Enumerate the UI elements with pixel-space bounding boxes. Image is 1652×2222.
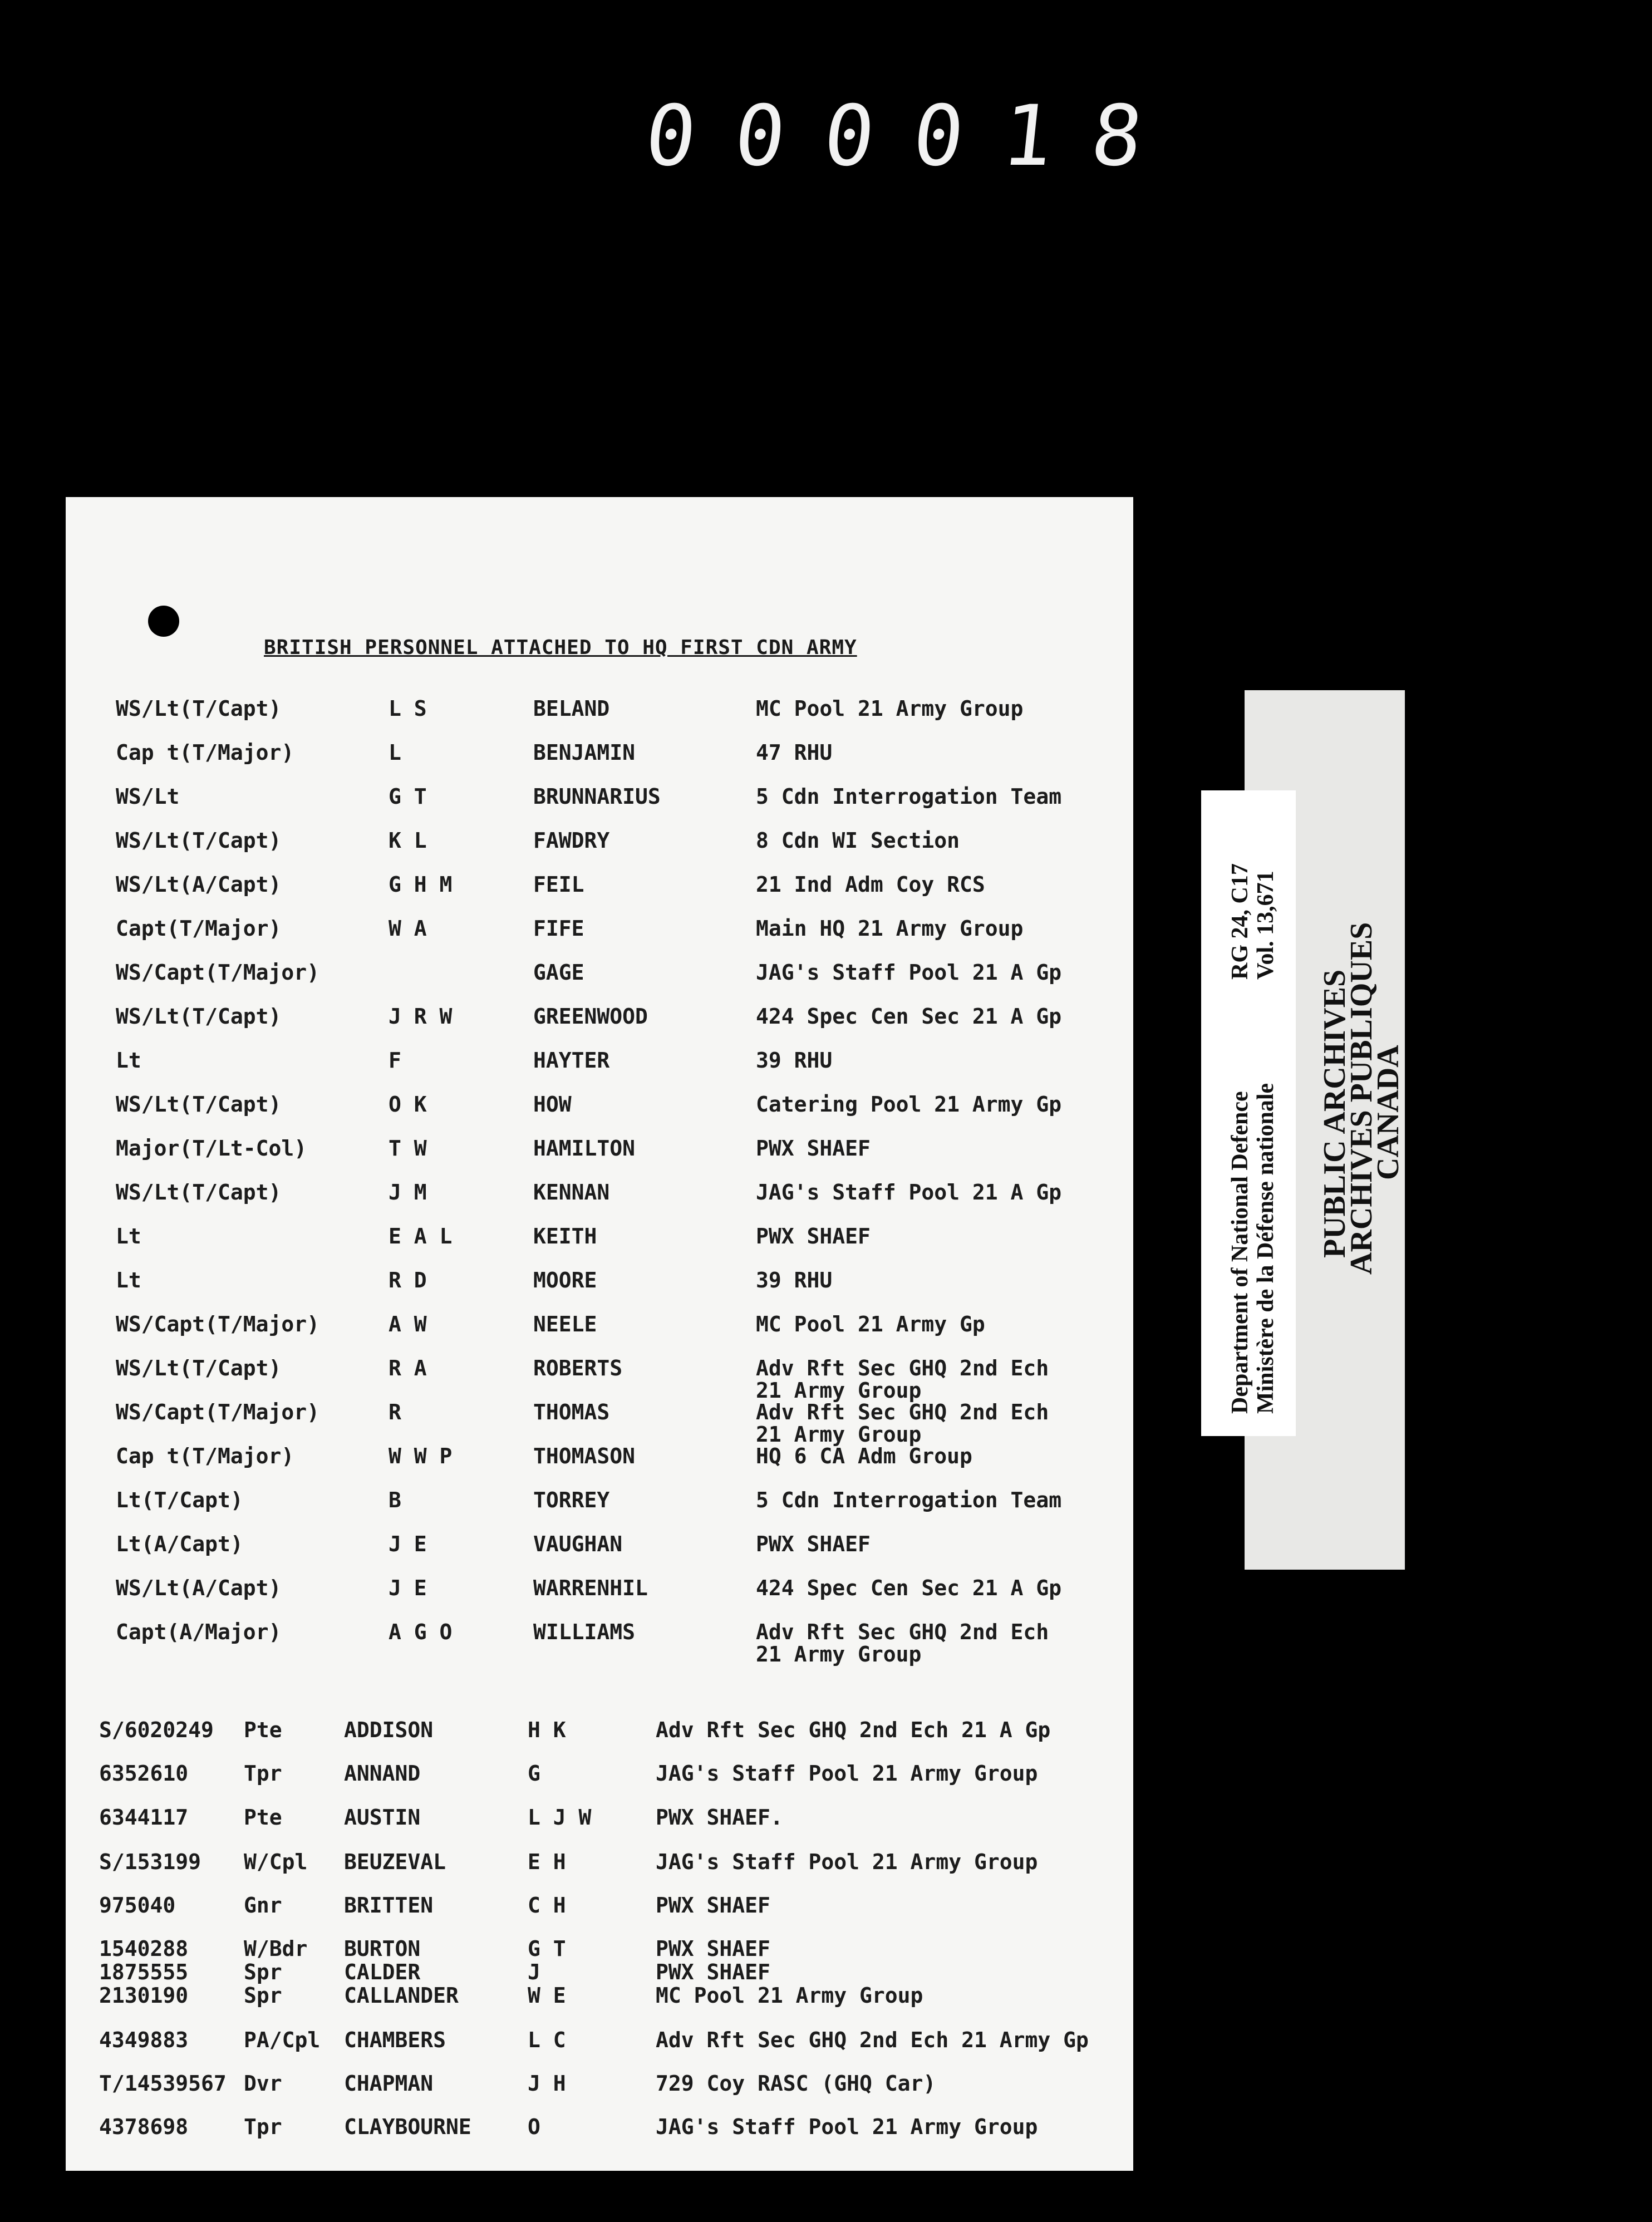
officer-unit: PWX SHAEF [756, 1224, 871, 1248]
officer-unit: JAG's Staff Pool 21 A Gp [756, 960, 1062, 985]
officer-initials: L S [389, 696, 427, 721]
officer-initials: K L [389, 828, 427, 853]
officer-unit: MC Pool 21 Army Group [756, 696, 1024, 721]
officer-row [66, 1005, 1133, 1050]
other-rank-unit: MC Pool 21 Army Group [656, 1983, 923, 2008]
other-rank-rank: Pte [244, 1805, 282, 1830]
officer-row [66, 1137, 1133, 1182]
punch-hole [148, 606, 179, 637]
officer-row [66, 1181, 1133, 1226]
other-rank-name: CLAYBOURNE [344, 2115, 471, 2139]
archives-line-2: ARCHIVES PUBLIQUES [1344, 922, 1379, 1275]
officer-rank: Cap t(T/Major) [116, 740, 294, 765]
officer-unit: PWX SHAEF [756, 1532, 871, 1556]
officer-unit: 424 Spec Cen Sec 21 A Gp [756, 1004, 1062, 1029]
other-rank-unit: JAG's Staff Pool 21 Army Group [656, 2115, 1038, 2139]
officer-unit: 21 Ind Adm Coy RCS [756, 872, 985, 897]
other-rank-name: CALLANDER [344, 1983, 459, 2008]
other-rank-name: BURTON [344, 1936, 421, 1961]
officer-initials: B [389, 1488, 401, 1512]
officer-name: ROBERTS [533, 1356, 623, 1380]
officer-row [66, 1049, 1133, 1094]
officer-unit: Adv Rft Sec GHQ 2nd Ech 21 Army Group [756, 1400, 1049, 1447]
officer-initials: R A [389, 1356, 427, 1380]
officer-initials: J M [389, 1180, 427, 1205]
other-rank-initials: G [528, 1761, 540, 1786]
officer-unit: Adv Rft Sec GHQ 2nd Ech 21 Army Group [756, 1356, 1049, 1403]
officer-rank: WS/Lt(T/Capt) [116, 1180, 282, 1205]
officer-initials: A G O [389, 1620, 453, 1644]
officer-name: WILLIAMS [533, 1620, 636, 1644]
officer-row [66, 1577, 1133, 1621]
other-rank-rank: Spr [244, 1983, 282, 2008]
officer-initials: J R W [389, 1004, 453, 1029]
officer-unit: Adv Rft Sec GHQ 2nd Ech 21 Army Group [756, 1620, 1049, 1666]
officer-name: HOW [533, 1092, 572, 1117]
other-rank-rank: W/Cpl [244, 1850, 308, 1874]
volume-number: Vol. 13,671 [1253, 871, 1279, 980]
officer-name: KENNAN [533, 1180, 610, 1205]
other-rank-initials: L C [528, 2028, 566, 2052]
officer-rank: Cap t(T/Major) [116, 1444, 294, 1468]
service-number: 1875555 [99, 1960, 189, 1984]
officer-name: FAWDRY [533, 828, 610, 853]
officer-row [66, 1225, 1133, 1270]
officer-rank: WS/Lt(T/Capt) [116, 1356, 282, 1380]
other-rank-rank: Tpr [244, 1761, 282, 1786]
frame-number: 000018 [640, 88, 1187, 185]
officer-rank: WS/Lt(T/Capt) [116, 1004, 282, 1029]
officer-row [66, 1489, 1133, 1533]
department-fr: Ministère de la Défense nationale [1253, 1083, 1279, 1414]
officer-name: NEELE [533, 1312, 597, 1336]
service-number: 6352610 [99, 1761, 189, 1786]
service-number: S/153199 [99, 1850, 201, 1874]
officer-row [66, 1093, 1133, 1138]
other-rank-row [66, 1851, 1133, 1895]
officer-unit: 47 RHU [756, 740, 833, 765]
document-page [66, 497, 1133, 2171]
other-rank-rank: PA/Cpl [244, 2028, 321, 2052]
other-rank-name: BRITTEN [344, 1893, 434, 1918]
officer-initials: R [389, 1400, 401, 1424]
officer-rank: WS/Capt(T/Major) [116, 1400, 320, 1424]
service-number: 1540288 [99, 1936, 189, 1961]
other-rank-unit: 729 Coy RASC (GHQ Car) [656, 2071, 936, 2096]
officer-name: BRUNNARIUS [533, 784, 661, 809]
officer-unit: 39 RHU [756, 1048, 833, 1073]
officer-rank: WS/Capt(T/Major) [116, 960, 320, 985]
other-rank-initials: O [528, 2115, 540, 2139]
officer-rank: Major(T/Lt-Col) [116, 1136, 307, 1161]
archives-line-3: CANADA [1371, 1045, 1405, 1180]
officer-rank: WS/Lt(A/Capt) [116, 872, 282, 897]
officer-rank: Lt(A/Capt) [116, 1532, 243, 1556]
officer-name: BELAND [533, 696, 610, 721]
officer-initials: T W [389, 1136, 427, 1161]
officer-rank: WS/Capt(T/Major) [116, 1312, 320, 1336]
service-number: T/14539567 [99, 2071, 227, 2096]
officer-row [66, 917, 1133, 962]
other-rank-name: AUSTIN [344, 1805, 421, 1830]
officer-row [66, 1313, 1133, 1358]
other-rank-unit: PWX SHAEF [656, 1936, 770, 1961]
other-rank-unit: Adv Rft Sec GHQ 2nd Ech 21 Army Gp [656, 2028, 1089, 2052]
officer-name: WARRENHIL [533, 1576, 648, 1600]
officer-name: THOMASON [533, 1444, 636, 1468]
officer-initials: E A L [389, 1224, 453, 1248]
officer-unit: 5 Cdn Interrogation Team [756, 1488, 1062, 1512]
officer-unit: Main HQ 21 Army Group [756, 916, 1024, 941]
other-rank-name: CHAMBERS [344, 2028, 446, 2052]
officer-name: BENJAMIN [533, 740, 636, 765]
officer-rank: Lt [116, 1048, 141, 1073]
officer-name: VAUGHAN [533, 1532, 623, 1556]
other-rank-initials: J [528, 1960, 540, 1984]
other-rank-row [66, 1806, 1133, 1851]
officer-rank: Capt(A/Major) [116, 1620, 282, 1644]
officer-row [66, 785, 1133, 830]
other-rank-unit: JAG's Staff Pool 21 Army Group [656, 1761, 1038, 1786]
officer-row [66, 1269, 1133, 1314]
officer-name: GAGE [533, 960, 584, 985]
officer-initials: O K [389, 1092, 427, 1117]
other-rank-initials: J H [528, 2071, 566, 2096]
other-rank-rank: Dvr [244, 2071, 282, 2096]
other-rank-rank: Spr [244, 1960, 282, 1984]
other-rank-row [66, 1894, 1133, 1939]
other-rank-rank: W/Bdr [244, 1936, 308, 1961]
officer-initials: W A [389, 916, 427, 941]
officer-initials: G H M [389, 872, 453, 897]
officer-row [66, 829, 1133, 874]
officer-name: FIFE [533, 916, 584, 941]
other-rank-initials: E H [528, 1850, 566, 1874]
officer-initials: A W [389, 1312, 427, 1336]
officer-row [66, 1357, 1133, 1402]
other-rank-rank: Pte [244, 1718, 282, 1742]
other-rank-name: ANNAND [344, 1761, 421, 1786]
other-rank-name: ADDISON [344, 1718, 434, 1742]
officer-row [66, 741, 1133, 786]
officer-unit: HQ 6 CA Adm Group [756, 1444, 972, 1468]
service-number: 2130190 [99, 1983, 189, 2008]
officer-unit: Catering Pool 21 Army Gp [756, 1092, 1062, 1117]
officer-unit: 8 Cdn WI Section [756, 828, 960, 853]
officer-rank: WS/Lt(T/Capt) [116, 696, 282, 721]
officer-name: FEIL [533, 872, 584, 897]
department-en: Department of National Defence [1227, 1091, 1253, 1414]
officer-unit: 39 RHU [756, 1268, 833, 1292]
other-rank-row [66, 1719, 1133, 1763]
officer-row [66, 961, 1133, 1006]
officer-initials: J E [389, 1576, 427, 1600]
other-rank-unit: JAG's Staff Pool 21 Army Group [656, 1850, 1038, 1874]
officer-unit: 5 Cdn Interrogation Team [756, 784, 1062, 809]
other-rank-initials: G T [528, 1936, 566, 1961]
other-rank-initials: W E [528, 1983, 566, 2008]
service-number: S/6020249 [99, 1718, 214, 1742]
other-rank-unit: PWX SHAEF [656, 1893, 770, 1918]
officer-name: HAYTER [533, 1048, 610, 1073]
officer-row [66, 1533, 1133, 1577]
other-rank-unit: PWX SHAEF [656, 1960, 770, 1984]
archives-line-1: PUBLIC ARCHIVES [1317, 969, 1352, 1258]
officer-row [66, 697, 1133, 742]
officer-name: GREENWOOD [533, 1004, 648, 1029]
other-rank-rank: Gnr [244, 1893, 282, 1918]
other-rank-row [66, 2029, 1133, 2073]
officer-initials: G T [389, 784, 427, 809]
service-number: 4378698 [99, 2115, 189, 2139]
other-rank-row [66, 2072, 1133, 2117]
other-rank-initials: L J W [528, 1805, 592, 1830]
other-rank-initials: H K [528, 1718, 566, 1742]
officer-initials: R D [389, 1268, 427, 1292]
officer-initials: W W P [389, 1444, 453, 1468]
service-number: 6344117 [99, 1805, 189, 1830]
service-number: 4349883 [99, 2028, 189, 2052]
officer-rank: WS/Lt(T/Capt) [116, 1092, 282, 1117]
officer-name: TORREY [533, 1488, 610, 1512]
officer-initials: F [389, 1048, 401, 1073]
other-rank-name: CALDER [344, 1960, 421, 1984]
record-group: RG 24, C17 [1227, 863, 1253, 980]
other-rank-row [66, 1762, 1133, 1807]
officer-rank: Capt(T/Major) [116, 916, 282, 941]
officer-rank: Lt [116, 1224, 141, 1248]
officer-rank: WS/Lt(T/Capt) [116, 828, 282, 853]
officer-rank: WS/Lt(A/Capt) [116, 1576, 282, 1600]
officer-name: MOORE [533, 1268, 597, 1292]
officer-unit: JAG's Staff Pool 21 A Gp [756, 1180, 1062, 1205]
other-rank-row [66, 2116, 1133, 2160]
other-rank-name: BEUZEVAL [344, 1850, 446, 1874]
officer-name: HAMILTON [533, 1136, 636, 1161]
officer-row [66, 1445, 1133, 1489]
officer-rank: Lt [116, 1268, 141, 1292]
officer-name: THOMAS [533, 1400, 610, 1424]
officer-rank: WS/Lt [116, 784, 180, 809]
officer-unit: MC Pool 21 Army Gp [756, 1312, 985, 1336]
other-rank-row [66, 1984, 1133, 2029]
officer-initials: J E [389, 1532, 427, 1556]
officer-initials: L [389, 740, 401, 765]
service-number: 975040 [99, 1893, 176, 1918]
other-rank-name: CHAPMAN [344, 2071, 434, 2096]
other-rank-rank: Tpr [244, 2115, 282, 2139]
officer-row [66, 873, 1133, 918]
officer-unit: PWX SHAEF [756, 1136, 871, 1161]
officer-row [66, 1401, 1133, 1446]
officer-unit: 424 Spec Cen Sec 21 A Gp [756, 1576, 1062, 1600]
officer-row [66, 1621, 1133, 1665]
officer-name: KEITH [533, 1224, 597, 1248]
other-rank-unit: Adv Rft Sec GHQ 2nd Ech 21 A Gp [656, 1718, 1051, 1742]
officer-rank: Lt(T/Capt) [116, 1488, 243, 1512]
other-rank-initials: C H [528, 1893, 566, 1918]
other-rank-unit: PWX SHAEF. [656, 1805, 783, 1830]
document-title: BRITISH PERSONNEL ATTACHED TO HQ FIRST CDN ARMY [264, 636, 857, 659]
